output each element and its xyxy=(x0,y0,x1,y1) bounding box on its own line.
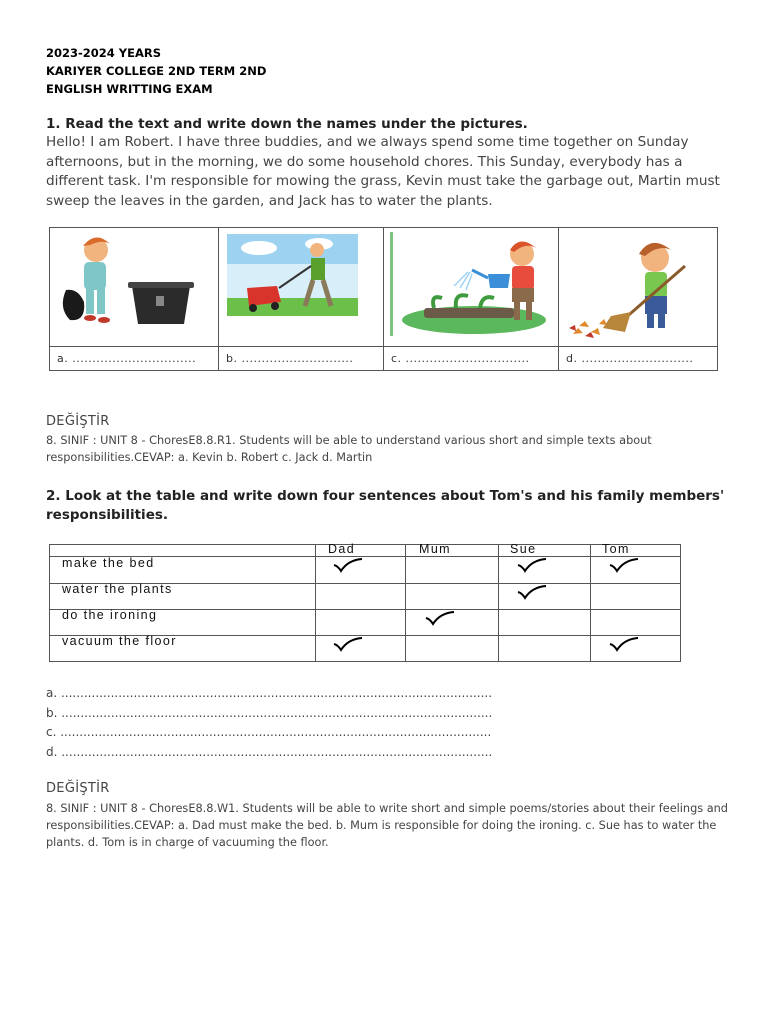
column-dad: Dad xyxy=(328,542,356,556)
question-1-title: 1. Read the text and write down the names under the pictures. xyxy=(46,116,528,132)
chores-table xyxy=(49,544,681,662)
chore-vacuum: vacuum the floor xyxy=(62,634,177,648)
chore-ironing: do the ironing xyxy=(62,608,158,622)
picture-table xyxy=(49,227,718,371)
question-2-note: 8. SINIF : UNIT 8 - ChoresE8.8.W1. Students will be able to write short and simple poems/stories about their feelings and responsibilities.CEVAP: a. Dad must make the bed. b. Mum is responsible for doing the ironing. c. Sue has to water the plants. d. Tom is in charge of vacuuming the floor. xyxy=(46,802,728,849)
mowing-man-icon xyxy=(219,228,384,346)
column-sue: Sue xyxy=(510,542,537,556)
watering-boy-icon xyxy=(384,228,559,346)
chore-make-bed: make the bed xyxy=(62,556,155,570)
check-sue-row-1-icon xyxy=(516,558,548,574)
question-2-title: 2. Look at the table and write down four sentences about Tom's and his family members' responsibilities. xyxy=(46,488,725,523)
answer-c[interactable]: c. ............................... xyxy=(384,347,559,371)
exam-title: ENGLISH WRITTING EXAM xyxy=(46,82,213,96)
answer-d[interactable]: d. ............................ xyxy=(566,352,694,365)
column-tom: Tom xyxy=(602,542,630,556)
answer-line-c[interactable]: c. ................................................................................................................. xyxy=(46,725,492,739)
exam-year: 2023-2024 YEARS xyxy=(46,46,162,60)
picture-garbage xyxy=(50,228,219,346)
picture-mowing xyxy=(219,228,384,346)
chore-water-plants: water the plants xyxy=(62,582,173,596)
sweeping-boy-icon xyxy=(559,228,717,346)
check-tom-row-1-icon xyxy=(608,558,640,574)
check-dad-row-1-icon xyxy=(332,558,364,574)
check-mum-row-3-icon xyxy=(424,611,456,627)
answer-line-a[interactable]: a. ................................................................................................................. xyxy=(46,686,493,700)
check-dad-row-4-icon xyxy=(332,637,364,653)
check-sue-row-2-icon xyxy=(516,585,548,601)
answer-a[interactable]: a. ............................... xyxy=(50,347,219,371)
check-tom-row-4-icon xyxy=(608,637,640,653)
question-1-note: 8. SINIF : UNIT 8 - ChoresE8.8.R1. Students will be able to understand various short and simple texts about responsibilities.CEVAP: a. Kevin b. Robert c. Jack d. Martin xyxy=(46,434,652,464)
answer-row xyxy=(50,346,717,371)
change-link-1[interactable]: DEĞİŞTİR xyxy=(46,414,110,429)
change-link-2[interactable]: DEĞİŞTİR xyxy=(46,781,110,796)
picture-watering xyxy=(384,228,559,346)
answer-b[interactable]: b. ............................ xyxy=(219,347,384,371)
picture-sweeping xyxy=(559,228,717,346)
answer-line-b[interactable]: b. ................................................................................................................. xyxy=(46,705,493,720)
column-mum: Mum xyxy=(419,542,451,556)
question-1-text: Hello! I am Robert. I have three buddies, and we always spend some time together on Sunday afternoons, but in the morning, we do some household chores. This Sunday, everybody has a different task. I'm responsible for mowing the grass, Kevin must take the garbage out, Martin must sweep the leaves in the garden, and Jack has to water the plants. xyxy=(46,134,720,209)
garbage-boy-icon xyxy=(50,228,219,346)
exam-school: KARIYER COLLEGE 2ND TERM 2ND xyxy=(46,64,267,78)
answer-lines xyxy=(46,684,492,762)
answer-line-d[interactable]: d. ................................................................................................................. xyxy=(46,744,493,759)
